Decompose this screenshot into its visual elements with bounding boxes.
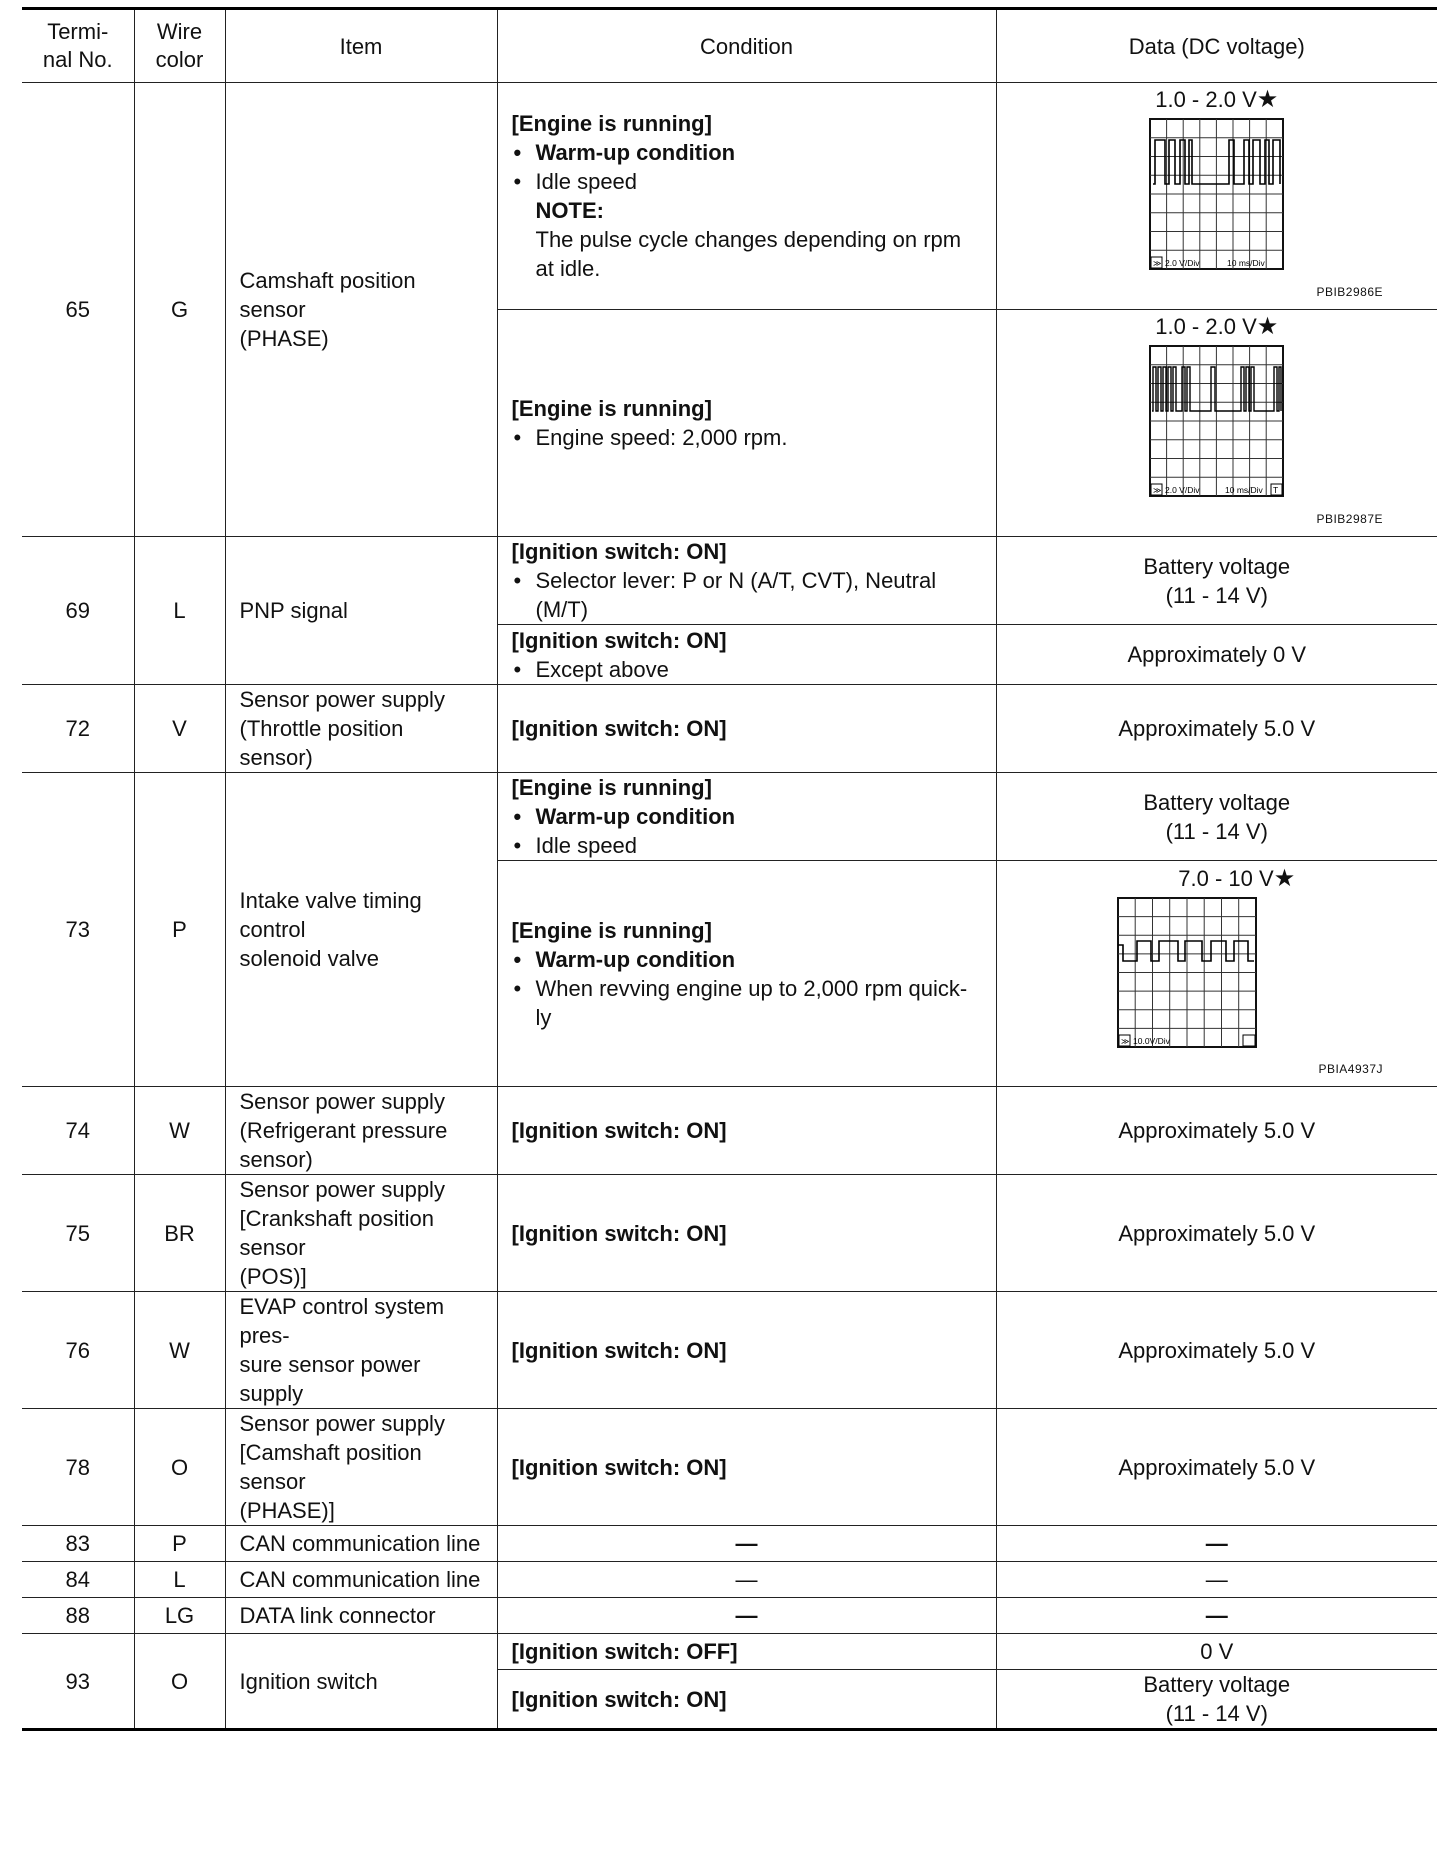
data-cell: Approximately 0 V [996, 625, 1437, 685]
oscilloscope-waveform [1149, 345, 1284, 499]
condition-bullet: • Idle speed [512, 831, 982, 860]
condition-cell: — [497, 1562, 996, 1598]
condition-cell: [Ignition switch: ON] [497, 685, 996, 773]
data-cell: Approximately 5.0 V [996, 685, 1437, 773]
table-row [22, 537, 1437, 625]
note-text: The pulse cycle changes depending on rpm at idle. [535, 227, 962, 281]
terminal-number: 73 [22, 773, 134, 1087]
condition-cell: [Ignition switch: ON] [497, 1670, 996, 1730]
wire-color: BR [134, 1175, 225, 1292]
wire-color: L [134, 1562, 225, 1598]
condition-bullet: • Warm-up condition [512, 138, 982, 167]
scope-scale-time: 10 ms/Div [1225, 485, 1264, 495]
wire-color: W [134, 1292, 225, 1409]
item-name: Sensor power supply [Camshaft position sensor (PHASE)] [225, 1409, 497, 1526]
terminal-number: 78 [22, 1409, 134, 1526]
scope-scale-volt: 2.0 V/Div [1165, 258, 1200, 268]
note-label: NOTE: [535, 198, 604, 223]
scope-scale-volt: 2.0 V/Div [1165, 485, 1200, 495]
oscilloscope-waveform [1149, 118, 1284, 272]
condition-heading: [Engine is running] [511, 917, 712, 943]
header-terminal: Termi- nal No. [22, 9, 134, 83]
table-row [22, 1526, 1437, 1562]
condition-heading: [Ignition switch: ON] [511, 539, 727, 564]
star-icon: ★ [1256, 86, 1279, 113]
condition-heading: [Engine is running] [511, 111, 712, 136]
wire-color: O [134, 1634, 225, 1730]
condition-cell [497, 625, 996, 685]
wire-color: P [134, 1526, 225, 1562]
terminal-number: 75 [22, 1175, 134, 1292]
item-name: DATA link connector [225, 1598, 497, 1634]
condition-bullet: • Selector lever: P or N (A/T, CVT), Neutral (M/T) [512, 566, 982, 624]
terminal-number: 69 [22, 537, 134, 685]
table-row [22, 1409, 1437, 1526]
item-name: EVAP control system pres- sure sensor power supply [225, 1292, 497, 1409]
table-row [22, 1087, 1437, 1175]
figure-ref: PBIB2987E [1316, 512, 1383, 526]
data-cell: Battery voltage (11 - 14 V) [996, 537, 1437, 625]
header-condition: Condition [497, 9, 996, 83]
condition-heading: [Ignition switch: ON] [511, 627, 727, 653]
item-name: CAN communication line [225, 1526, 497, 1562]
condition-cell [497, 83, 996, 310]
table-row [22, 773, 1437, 861]
header-row [22, 9, 1437, 83]
table-row [22, 685, 1437, 773]
note [512, 196, 982, 283]
item-name: Sensor power supply (Refrigerant pressure sensor) [225, 1087, 497, 1175]
condition-bullet: • When revving engine up to 2,000 rpm quick-ly [512, 974, 982, 1032]
scope-scale-volt: 10.0V/Div [1132, 1035, 1170, 1046]
condition-cell: [Ignition switch: ON] [497, 1292, 996, 1409]
data-cell: Approximately 5.0 V [996, 1175, 1437, 1292]
table-row [22, 1292, 1437, 1409]
item-name: Sensor power supply [Crankshaft position sensor (POS)] [225, 1175, 497, 1292]
data-cell [996, 310, 1437, 537]
condition-bullet: • Except above [512, 655, 982, 684]
condition-bullet: • Warm-up condition [512, 945, 982, 974]
svg-text:≫: ≫ [1153, 486, 1162, 495]
wire-color: P [134, 773, 225, 1087]
condition-bullet: • Idle speed [512, 167, 982, 196]
terminal-number: 84 [22, 1562, 134, 1598]
ecm-terminal-table [22, 7, 1437, 1731]
item-name: Sensor power supply (Throttle position sensor) [225, 685, 497, 773]
terminal-number: 72 [22, 685, 134, 773]
condition-cell: — [497, 1526, 996, 1562]
data-value: 7.0 - 10 V [1178, 865, 1274, 891]
condition-cell: [Ignition switch: ON] [497, 1087, 996, 1175]
svg-text:≫: ≫ [1120, 1036, 1130, 1046]
condition-heading: [Engine is running] [511, 775, 712, 800]
condition-cell [497, 861, 996, 1087]
condition-bullet: • Warm-up condition [512, 802, 982, 831]
star-icon: ★ [1273, 864, 1296, 892]
data-value: 1.0 - 2.0 V [1155, 314, 1257, 339]
wire-color: O [134, 1409, 225, 1526]
data-cell [996, 83, 1437, 310]
data-cell: — [996, 1562, 1437, 1598]
data-cell: Battery voltage (11 - 14 V) [996, 1670, 1437, 1730]
header-wire-color: Wire color [134, 9, 225, 83]
item-name: CAN communication line [225, 1562, 497, 1598]
data-cell: — [996, 1526, 1437, 1562]
star-icon: ★ [1256, 313, 1279, 340]
table-row [22, 83, 1437, 310]
wire-color: W [134, 1087, 225, 1175]
condition-heading: [Engine is running] [511, 396, 712, 421]
terminal-number: 83 [22, 1526, 134, 1562]
data-value: 1.0 - 2.0 V [1155, 87, 1257, 112]
condition-cell: [Ignition switch: ON] [497, 1175, 996, 1292]
wire-color: L [134, 537, 225, 685]
terminal-number: 76 [22, 1292, 134, 1409]
terminal-number: 88 [22, 1598, 134, 1634]
wire-color: V [134, 685, 225, 773]
data-cell: Approximately 5.0 V [996, 1087, 1437, 1175]
condition-bullet: • Engine speed: 2,000 rpm. [512, 423, 982, 452]
terminal-number: 93 [22, 1634, 134, 1730]
data-cell: Approximately 5.0 V [996, 1409, 1437, 1526]
condition-cell: [Ignition switch: ON] [497, 1409, 996, 1526]
condition-cell [497, 310, 996, 537]
condition-cell [497, 537, 996, 625]
wire-color: G [134, 83, 225, 537]
item-name: Intake valve timing control solenoid valve [225, 773, 497, 1087]
condition-cell: [Ignition switch: OFF] [497, 1634, 996, 1670]
wire-color: LG [134, 1598, 225, 1634]
table-row [22, 1598, 1437, 1634]
data-cell: 0 V [996, 1634, 1437, 1670]
data-cell: — [996, 1598, 1437, 1634]
figure-ref: PBIB2986E [1316, 285, 1383, 299]
table-row [22, 1562, 1437, 1598]
data-cell [996, 861, 1437, 1087]
item-name: Camshaft position sensor (PHASE) [225, 83, 497, 537]
data-cell: Battery voltage (11 - 14 V) [996, 773, 1437, 861]
header-item: Item [225, 9, 497, 83]
scope-marker: T [1273, 485, 1279, 495]
table-row [22, 1175, 1437, 1292]
header-data: Data (DC voltage) [996, 9, 1437, 83]
data-cell: Approximately 5.0 V [996, 1292, 1437, 1409]
item-name: PNP signal [225, 537, 497, 685]
item-name: Ignition switch [225, 1634, 497, 1730]
svg-text:≫: ≫ [1153, 259, 1162, 268]
condition-cell [497, 773, 996, 861]
terminal-number: 74 [22, 1087, 134, 1175]
condition-cell: — [497, 1598, 996, 1634]
table-row [22, 1634, 1437, 1670]
scope-scale-time: 10 ms/Div [1227, 258, 1266, 268]
oscilloscope-waveform [1117, 897, 1257, 1049]
terminal-number: 65 [22, 83, 134, 537]
figure-ref: PBIA4937J [1318, 1061, 1383, 1076]
